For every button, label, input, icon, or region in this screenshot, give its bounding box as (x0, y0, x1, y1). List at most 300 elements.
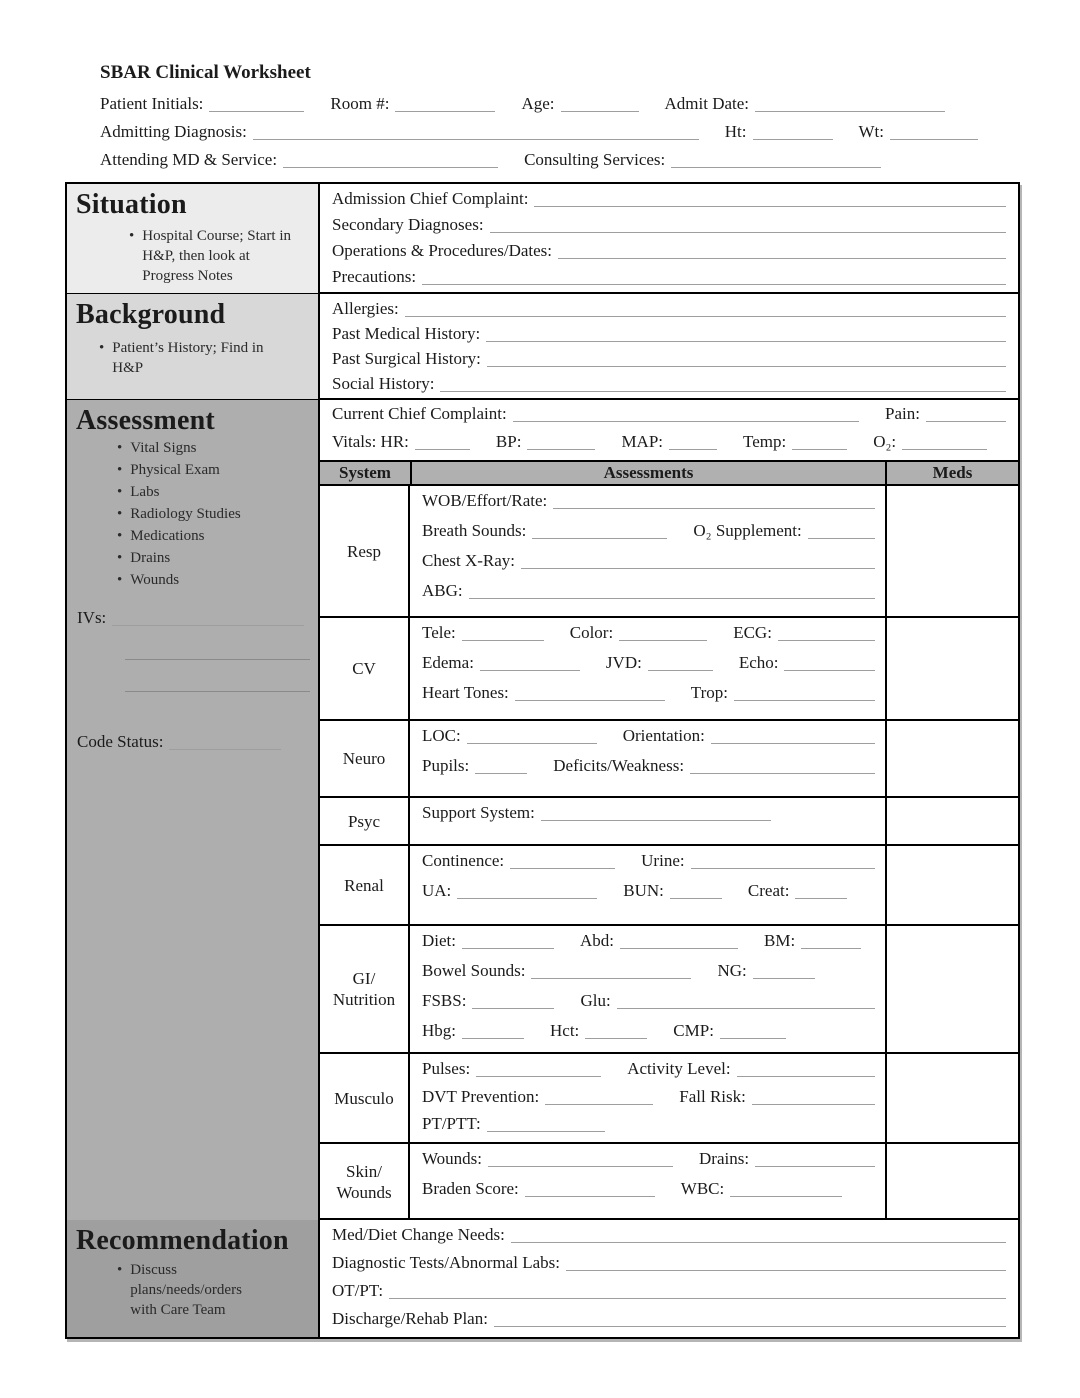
form-line (422, 623, 875, 653)
column-header-system: System (339, 463, 391, 482)
form-line (332, 404, 1006, 432)
field-label: Trop: (690, 683, 728, 702)
meds-cell (885, 721, 1018, 796)
blank-line (494, 1313, 1006, 1327)
system-row (320, 844, 1018, 924)
field-label: WOB/Effort/Rate: (422, 491, 548, 510)
blank-line (457, 885, 597, 899)
bullet-icon: • (117, 1262, 123, 1278)
form-line (332, 432, 1006, 460)
field-label: MAP: (621, 432, 664, 451)
background-heading: Background (76, 299, 226, 330)
form-field (422, 991, 554, 1011)
bullet-text: Hospital Course; Start in H&P, then look at Progress Notes (142, 228, 292, 284)
blank-line (801, 935, 861, 949)
form-line (332, 1253, 1006, 1281)
blank-line (784, 657, 875, 671)
form-line (422, 756, 875, 786)
form-field (422, 851, 615, 871)
system-row (320, 924, 1018, 1052)
bullet-text: Medications (130, 528, 205, 544)
field-label: Hct: (550, 1021, 580, 1040)
form-field (739, 653, 875, 673)
system-name: Psyc (320, 798, 410, 844)
field-label: FSBS: (422, 991, 467, 1010)
field-label: Glu: (580, 991, 611, 1010)
field-label: Continence: (422, 851, 505, 870)
bullet-text: Labs (130, 484, 160, 500)
form-line (422, 1021, 875, 1051)
blank-line (902, 436, 987, 450)
field-label: PT/PTT: (422, 1114, 481, 1134)
form-line (422, 726, 875, 756)
blank-line (487, 1118, 605, 1132)
field-label: ECG: (733, 623, 772, 642)
bullet-text: Physical Exam (130, 462, 220, 478)
blank-line (808, 525, 875, 539)
assessments-cell (410, 1054, 885, 1142)
form-field (422, 581, 875, 601)
form-line (422, 1114, 875, 1142)
meds-cell (885, 1054, 1018, 1142)
form-field (332, 404, 859, 424)
field-label: Room #: (330, 94, 390, 113)
field-label: Precautions: (332, 267, 417, 286)
blank-line (737, 1063, 875, 1077)
form-field (764, 931, 861, 951)
blank-line (558, 245, 1006, 259)
form-field (422, 1114, 605, 1134)
field-label: BP: (495, 432, 522, 451)
form-field (521, 94, 638, 114)
form-line (332, 1309, 1006, 1337)
blank-line (890, 126, 978, 140)
column-header-meds: Meds (885, 462, 1018, 484)
bullet-text: Discuss plans/needs/orders with Care Team (130, 1262, 242, 1318)
meds-cell (885, 846, 1018, 924)
worksheet-header (100, 62, 978, 178)
page-title: SBAR Clinical Worksheet (100, 62, 311, 83)
field-label: UA: (422, 881, 452, 900)
form-line (422, 1149, 875, 1179)
assessment-bullets (117, 438, 318, 590)
form-field (332, 267, 1006, 287)
form-field (422, 623, 544, 643)
section-recommendation (67, 1218, 1018, 1337)
field-label: Creat: (747, 881, 790, 900)
field-label: Pulses: (422, 1059, 471, 1078)
field-label: CMP: (673, 1021, 714, 1040)
form-field (748, 881, 848, 901)
form-line (332, 215, 1006, 241)
field-label: NG: (717, 961, 747, 980)
blank-line (469, 585, 875, 599)
field-label: BM: (764, 931, 796, 950)
blank-line (753, 126, 833, 140)
field-label: Color: (569, 623, 614, 642)
systems-table (320, 460, 1018, 1220)
system-name: CV (320, 618, 410, 719)
field-label: Abd: (580, 931, 614, 950)
form-field (681, 1179, 842, 1199)
blank-line (585, 1025, 647, 1039)
section-situation (67, 184, 1018, 292)
ivs-label: IVs: (77, 608, 107, 627)
meds-cell (885, 926, 1018, 1052)
blank-line (532, 525, 667, 539)
field-label: Secondary Diagnoses: (332, 215, 484, 234)
blank-line (671, 154, 881, 168)
assessment-sidebar (67, 400, 320, 1220)
bullet-item (129, 226, 318, 286)
form-field (717, 961, 814, 981)
blank-line (511, 1229, 1006, 1243)
field-label: O₂: (873, 432, 897, 451)
blank-line (209, 98, 304, 112)
form-line (332, 299, 1006, 324)
blank-line (670, 885, 722, 899)
assessment-main (320, 400, 1018, 1220)
assessments-cell (410, 721, 885, 796)
background-bullets (99, 338, 318, 378)
blank-line (515, 687, 665, 701)
system-name: GI/ Nutrition (320, 926, 410, 1052)
form-field (859, 122, 979, 142)
ivs-extra-lines (67, 658, 318, 692)
bullet-icon: • (117, 440, 123, 456)
bullet-item (117, 570, 318, 590)
situation-bullets (129, 226, 318, 286)
form-line (332, 374, 1006, 399)
recommendation-heading: Recommendation (76, 1225, 289, 1256)
bullet-icon: • (129, 228, 135, 244)
field-label: BUN: (623, 881, 664, 900)
field-label: Wt: (858, 122, 884, 141)
form-field (100, 150, 498, 170)
form-field (422, 756, 527, 776)
form-line (422, 931, 875, 961)
form-field (885, 404, 1006, 424)
code-status-field (77, 732, 304, 752)
meds-cell (885, 618, 1018, 719)
situation-fields (320, 184, 1018, 293)
blank-line (472, 995, 554, 1009)
form-line (332, 324, 1006, 349)
form-line (100, 122, 978, 150)
blank-line (545, 1091, 653, 1105)
blank-line (690, 760, 875, 774)
form-field (743, 432, 847, 452)
situation-sidebar (67, 184, 320, 293)
blank-line (669, 436, 717, 450)
blank-line (527, 436, 595, 450)
form-line (332, 349, 1006, 374)
form-field (496, 432, 596, 452)
field-label: Orientation: (622, 726, 705, 745)
system-row (320, 1142, 1018, 1220)
field-label: Temp: (743, 432, 787, 451)
form-line (422, 961, 875, 991)
form-line (422, 551, 875, 581)
bullet-item (117, 1260, 318, 1320)
field-label: Echo: (738, 653, 779, 672)
field-label: Edema: (422, 653, 474, 672)
blank-line (755, 98, 945, 112)
assessment-top-fields (320, 400, 1018, 460)
field-label: DVT Prevention: (422, 1086, 540, 1106)
blank-line (389, 1285, 1006, 1299)
field-label: Pupils: (422, 756, 470, 775)
field-label: Diet: (422, 931, 456, 950)
bullet-icon: • (117, 528, 123, 544)
form-field (422, 1021, 524, 1041)
form-field (330, 94, 495, 114)
form-field (641, 851, 875, 871)
system-row (320, 616, 1018, 719)
form-field (422, 521, 667, 541)
field-label: Attending MD & Service: (100, 150, 278, 169)
form-line (422, 491, 875, 521)
blank-line (561, 98, 639, 112)
form-field (693, 521, 875, 541)
form-field (422, 1087, 653, 1107)
blank-line (553, 495, 875, 509)
blank-line (648, 657, 713, 671)
blank-line (620, 935, 738, 949)
meds-cell (885, 1144, 1018, 1220)
blank-line (462, 627, 544, 641)
assessments-cell (410, 926, 885, 1052)
bullet-text: Wounds (130, 572, 180, 588)
field-label: Fall Risk: (679, 1086, 746, 1106)
blank-line (795, 885, 847, 899)
blank-line (476, 1063, 601, 1077)
form-field (332, 241, 1006, 261)
field-label: Tele: (422, 623, 456, 642)
form-field (332, 1281, 1006, 1301)
blank-line (125, 690, 310, 692)
form-field (725, 122, 833, 142)
form-field (422, 961, 691, 981)
blank-line (619, 627, 707, 641)
blank-line (422, 271, 1006, 285)
blank-line (510, 855, 615, 869)
blank-line (566, 1257, 1006, 1271)
systems-table-header (320, 462, 1018, 486)
blank-line (691, 855, 875, 869)
system-name: Renal (320, 846, 410, 924)
field-label: OT/PT: (332, 1281, 384, 1300)
bullet-item (117, 548, 318, 568)
form-field (332, 189, 1006, 209)
form-field (100, 94, 304, 114)
blank-line (490, 219, 1006, 233)
system-row (320, 486, 1018, 616)
form-field (422, 803, 771, 823)
form-field (100, 122, 699, 142)
form-line (332, 1281, 1006, 1309)
bullet-item (117, 504, 318, 524)
system-name: Resp (320, 486, 410, 616)
form-field (699, 1149, 875, 1169)
sbar-form (65, 182, 1020, 1339)
field-label: Heart Tones: (422, 683, 509, 702)
form-field (422, 491, 875, 511)
form-field (627, 1059, 875, 1079)
bullet-icon: • (117, 506, 123, 522)
bullet-text: Drains (130, 550, 171, 566)
assessments-cell (410, 798, 885, 844)
blank-line (467, 730, 597, 744)
form-line (422, 1059, 875, 1087)
field-label: Hbg: (422, 1021, 456, 1040)
form-line (422, 653, 875, 683)
field-label: Chest X-Ray: (422, 551, 516, 570)
blank-line (405, 303, 1006, 317)
field-label: Discharge/Rehab Plan: (332, 1309, 488, 1328)
blank-line (486, 328, 1006, 342)
field-label: Social History: (332, 374, 435, 393)
bullet-icon: • (117, 484, 123, 500)
form-field (332, 374, 1006, 394)
assessment-heading: Assessment (76, 405, 215, 436)
field-label: Admission Chief Complaint: (332, 189, 529, 208)
blank-line (926, 408, 1006, 422)
blank-line (720, 1025, 786, 1039)
systems-table-body (320, 486, 1018, 1220)
recommendation-sidebar (67, 1220, 320, 1337)
form-field (422, 1149, 673, 1169)
blank-line (487, 353, 1006, 367)
blank-line (541, 807, 771, 821)
form-field (332, 349, 1006, 369)
blank-line (283, 154, 498, 168)
blank-line (711, 730, 875, 744)
bullet-text: Radiology Studies (130, 506, 241, 522)
section-background (67, 292, 1018, 398)
form-field (422, 683, 665, 703)
form-field (422, 1059, 601, 1079)
form-line (422, 1179, 875, 1209)
bullet-item (117, 438, 318, 458)
blank-line (617, 995, 875, 1009)
bullet-text: Patient’s History; Find in H&P (112, 340, 264, 376)
field-label: Braden Score: (422, 1179, 519, 1198)
form-line (332, 189, 1006, 215)
field-label: Current Chief Complaint: (332, 404, 507, 423)
field-label: Urine: (641, 851, 685, 870)
form-field (580, 931, 738, 951)
form-line (100, 150, 978, 178)
field-label: Consulting Services: (524, 150, 666, 169)
field-label: WBC: (680, 1179, 725, 1198)
system-row (320, 1052, 1018, 1142)
form-field (332, 299, 1006, 319)
form-field (691, 683, 875, 703)
bullet-text: Vital Signs (130, 440, 197, 456)
form-field (422, 653, 580, 673)
field-label: Activity Level: (627, 1059, 731, 1078)
assessments-cell (410, 618, 885, 719)
bullet-icon: • (117, 572, 123, 588)
form-field (623, 726, 875, 746)
blank-line (395, 98, 495, 112)
blank-line (755, 1153, 875, 1167)
form-field (673, 1021, 786, 1041)
blank-line (415, 436, 470, 450)
assessments-cell (410, 486, 885, 616)
form-field (570, 623, 707, 643)
form-line (422, 1087, 875, 1115)
system-row (320, 719, 1018, 796)
blank-line (480, 657, 580, 671)
blank-line (462, 1025, 524, 1039)
form-line (422, 683, 875, 713)
blank-line (753, 965, 815, 979)
form-line (422, 803, 875, 833)
field-label: Med/Diet Change Needs: (332, 1225, 505, 1244)
form-field (621, 432, 717, 452)
background-fields (320, 294, 1018, 399)
field-label: Drains: (699, 1149, 750, 1168)
field-label: Allergies: (332, 299, 399, 318)
form-line (422, 991, 875, 1021)
field-label: Patient Initials: (100, 94, 204, 113)
form-field (422, 1179, 655, 1199)
system-name: Musculo (320, 1054, 410, 1142)
form-field (733, 623, 875, 643)
field-label: Breath Sounds: (422, 521, 527, 540)
form-field (679, 1087, 875, 1107)
bullet-item (99, 338, 318, 378)
bullet-item (117, 460, 318, 480)
form-line (422, 851, 875, 881)
form-field (332, 432, 470, 452)
form-field (332, 1309, 1006, 1329)
form-field (422, 726, 597, 746)
bullet-item (117, 482, 318, 502)
form-field (623, 881, 722, 901)
form-line (332, 241, 1006, 267)
background-sidebar (67, 294, 320, 399)
blank-line (125, 658, 310, 660)
form-field (422, 551, 875, 571)
recommendation-bullets (117, 1260, 318, 1320)
form-field (606, 653, 713, 673)
form-field (332, 1253, 1006, 1273)
field-label: Wounds: (422, 1149, 483, 1168)
field-label: Deficits/Weakness: (553, 756, 685, 775)
situation-heading: Situation (76, 189, 187, 220)
section-assessment (67, 398, 1018, 1218)
form-field (524, 150, 881, 170)
form-line (422, 881, 875, 911)
blank-line (253, 126, 699, 140)
form-field (873, 432, 987, 452)
form-field (332, 324, 1006, 344)
field-label: Admit Date: (664, 94, 750, 113)
blank-line (513, 408, 859, 422)
field-label: Admitting Diagnosis: (100, 122, 247, 141)
field-label: Past Surgical History: (332, 349, 481, 368)
blank-line (521, 555, 875, 569)
blank-line (112, 612, 304, 626)
blank-line (531, 965, 691, 979)
system-name: Skin/ Wounds (320, 1144, 410, 1220)
ivs-field (77, 608, 304, 628)
form-line (422, 521, 875, 551)
field-label: Diagnostic Tests/Abnormal Labs: (332, 1253, 560, 1272)
